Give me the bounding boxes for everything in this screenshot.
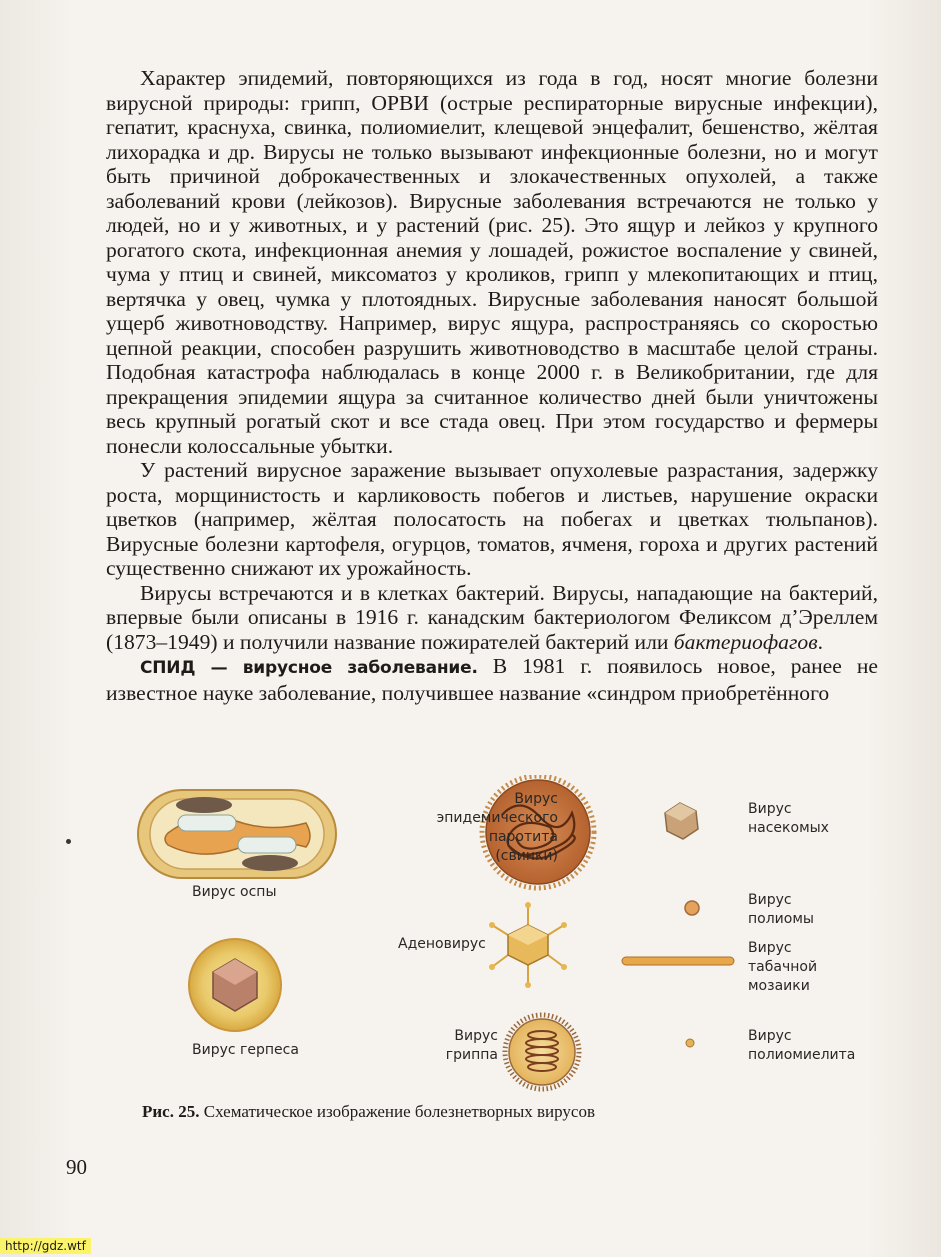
polyoma-label: Вирус полиомы	[748, 892, 814, 927]
paragraph-aids	[106, 654, 878, 705]
margin-dot	[66, 839, 71, 844]
figure-caption	[142, 1102, 862, 1122]
herpes-label: Вирус герпеса	[192, 1042, 299, 1058]
aids-text: В 1981 г. появилось новое, ранее не известное науке заболевание, получившее название «синдром приобретённого	[106, 654, 878, 705]
watermark-link[interactable]: http://gdz.wtf	[0, 1238, 91, 1254]
virus-figure	[120, 775, 880, 1105]
herpes-virus-icon	[189, 939, 281, 1031]
mumps-label: Вирус эпидемического паротита (свинки)	[436, 791, 558, 864]
caption-label: Рис. 25.	[142, 1102, 200, 1121]
caption-text: Схематическое изображение болезнетворных вирусов	[199, 1102, 595, 1121]
flu-label: Вирус гриппа	[445, 1028, 498, 1063]
polio-label: Вирус полиомиелита	[748, 1028, 856, 1063]
polyoma-virus-icon	[685, 901, 699, 915]
tobacco-mosaic-virus-icon	[622, 957, 734, 965]
polio-virus-icon	[686, 1039, 694, 1047]
body-text	[106, 66, 878, 705]
paragraph-plants: У растений вирусное заражение вызывает опухолевые разрастания, задержку роста, морщинистость и карликовость побегов и листьев, нарушение окраски цветков (например, жёлтая полосатость на побегах и цветках тюльпанов). Вирусные болезни картофеля, огурцов, томатов, ячменя, гороха и других растений существенно снижают их урожайность.	[106, 458, 878, 580]
flu-virus-icon	[505, 1015, 579, 1089]
page-number: 90	[66, 1155, 87, 1179]
paragraph-epidemics: Характер эпидемий, повторяющихся из года в год, носят многие болезни вирусной природы: грипп, ОРВИ (острые респираторные вирусные инфекции), гепатит, краснуха, свинка, полиомиелит, клещевой энцефалит, бешенство, жёлтая лихорадка и др. Вирусы не только вызывают инфекционные болезни, но и могут быть причиной доброкачественных и злокачественных опухолей, а также заболеваний крови (лейкозов). Вирусные заболевания встречаются не только у людей, но и у животных, и у растений (рис. 25). Это ящур и лейкоз у крупного рогатого скота, инфекционная анемия у лошадей, рожистое воспаление у свиней, чума у птиц и свиней, миксоматоз у кроликов, грипп у млекопитающих и птиц, вертячка у овец, чумка у плотоядных. Вирусные заболевания наносят большой ущерб животноводству. Например, вирус ящура, распространяясь со скоростью цепной реакции, способен разрушить животноводство в масштабе целой страны. Подобная катастрофа наблюдалась в конце 2000 г. в Великобритании, где для прекращения эпидемии ящура за считанное количество дней были уничтожены весь крупный рогатый скот и все стада овец. При этом государство и фермеры понесли колоссальные убытки.	[106, 66, 878, 458]
bacteriophage-end: .	[817, 629, 823, 654]
smallpox-virus-icon	[138, 790, 336, 878]
adenovirus-icon	[489, 902, 567, 988]
adenovirus-label: Аденовирус	[398, 936, 486, 952]
insect-label: Вирус насекомых	[748, 801, 829, 836]
aids-heading: СПИД — вирусное заболевание.	[140, 658, 478, 678]
paragraph-bacteriophages	[106, 581, 878, 655]
smallpox-label: Вирус оспы	[192, 884, 277, 900]
tobacco-label: Вирус табачной мозаики	[748, 940, 818, 994]
insect-virus-icon	[665, 803, 698, 839]
bacteriophage-term: бактериофагов	[673, 629, 818, 654]
bacteriophage-text: Вирусы встречаются и в клетках бактерий. Вирусы, нападающие на бактерий, впервые были описаны в 1916 г. канадским бактериологом Феликсом д’Эреллем (1873–1949) и получили название пожирателей бактерий или	[106, 580, 878, 654]
